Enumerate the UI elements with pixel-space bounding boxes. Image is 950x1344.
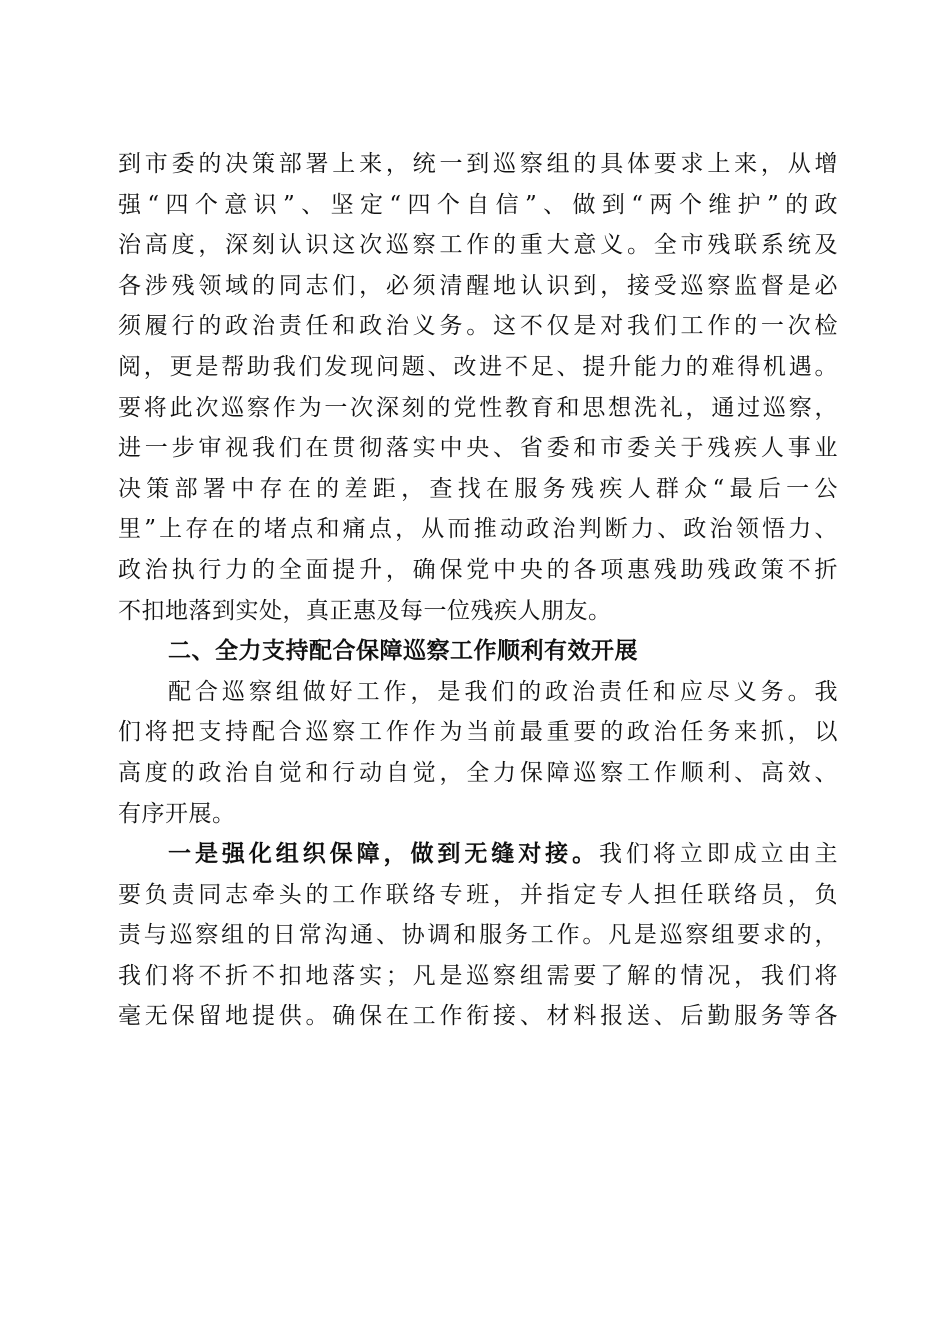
paragraph-3-line: 我们将不折不扣地落实；凡是巡察组需要了解的情况，我们将 bbox=[118, 962, 838, 989]
paragraph-2-line: 配合巡察组做好工作，是我们的政治责任和应尽义务。我 bbox=[168, 678, 838, 705]
paragraph-1-line: 治高度，深刻认识这次巡察工作的重大意义。全市残联系统及 bbox=[118, 232, 838, 259]
paragraph-3-first-line bbox=[118, 834, 838, 875]
paragraph-2-line: 有序开展。 bbox=[118, 800, 236, 827]
paragraph-1-line: 里”上存在的堵点和痛点，从而推动政治判断力、政治领悟力、 bbox=[118, 516, 838, 543]
paragraph-1-line: 各涉残领域的同志们，必须清醒地认识到，接受巡察监督是必 bbox=[118, 272, 838, 299]
paragraph-1-line: 须履行的政治责任和政治义务。这不仅是对我们工作的一次检 bbox=[118, 313, 838, 340]
paragraph-1-line: 到市委的决策部署上来，统一到巡察组的具体要求上来，从增 bbox=[118, 151, 838, 177]
paragraph-1-line: 不扣地落到实处，真正惠及每一位残疾人朋友。 bbox=[118, 597, 612, 624]
paragraph-1-line: 政治执行力的全面提升，确保党中央的各项惠残助残政策不折 bbox=[118, 556, 838, 583]
paragraph-1-line: 强“四个意识”、坚定“四个自信”、做到“两个维护”的政 bbox=[118, 191, 838, 218]
document-body bbox=[118, 144, 838, 1037]
paragraph-1-line: 决策部署中存在的差距，查找在服务残疾人群众“最后一公 bbox=[118, 475, 838, 502]
paragraph-1-line: 阅，更是帮助我们发现问题、改进不足、提升能力的难得机遇。 bbox=[118, 353, 838, 380]
paragraph-3-lead: 一是强化组织保障，做到无缝对接。 bbox=[168, 841, 599, 868]
paragraph-1-line: 要将此次巡察作为一次深刻的党性教育和思想洗礼，通过巡察， bbox=[118, 394, 838, 421]
section-heading: 二、全力支持配合保障巡察工作顺利有效开展 bbox=[168, 638, 638, 665]
paragraph-1-line: 进一步审视我们在贯彻落实中央、省委和市委关于残疾人事业 bbox=[118, 435, 838, 462]
paragraph-3-line: 毫无保留地提供。确保在工作衔接、材料报送、后勤服务等各 bbox=[118, 1003, 838, 1030]
paragraph-2-line: 高度的政治自觉和行动自觉，全力保障巡察工作顺利、高效、 bbox=[118, 759, 838, 786]
paragraph-3-line: 责与巡察组的日常沟通、协调和服务工作。凡是巡察组要求的， bbox=[118, 922, 838, 949]
paragraph-3-line: 要负责同志牵头的工作联络专班，并指定专人担任联络员，负 bbox=[118, 881, 838, 908]
paragraph-2-line: 们将把支持配合巡察工作作为当前最重要的政治任务来抓，以 bbox=[118, 719, 838, 746]
paragraph-3-first-line-rest: 我们将立即成立由主 bbox=[599, 841, 838, 868]
